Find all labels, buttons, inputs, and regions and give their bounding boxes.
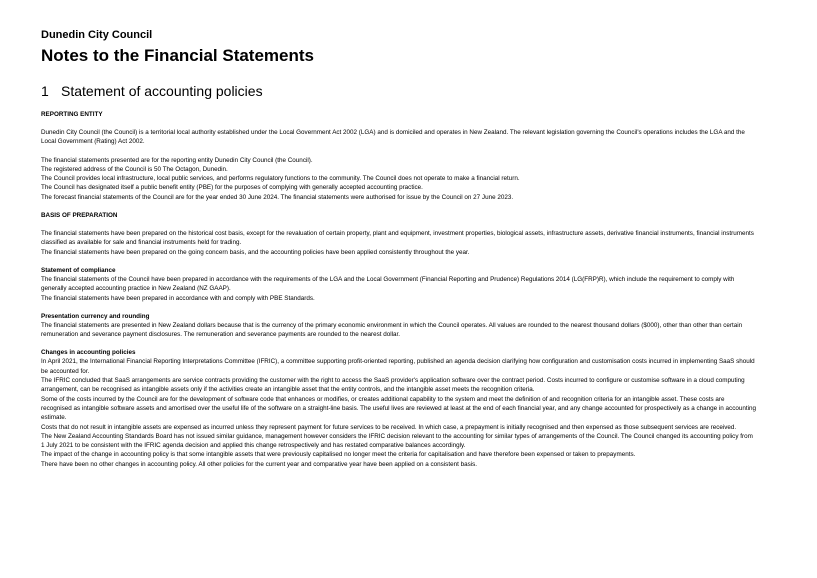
reporting-entity-line: The registered address of the Council is 50 The Octagon, Dunedin. — [41, 165, 228, 173]
compliance-paragraph: The financial statements of the Council have been prepared in accordance with the requirements of the LGA and the Local Government (Financial Reporting and Prudence) Regulations 2014 (LG(FRP)R), which include the requirement to comply with generally accepted accounting practice in New Zealand (NZ GAAP). — [41, 275, 735, 293]
compliance-paragraph: The financial statements have been prepared in accordance with and comply with PBE Standards. — [41, 294, 315, 302]
changes-paragraph: There have been no other changes in accounting policy. All other policies for the current year and comparative year have been applied on a consistent basis. — [41, 460, 478, 468]
changes-paragraph: The New Zealand Accounting Standards Board has not issued similar guidance, management however considers the IFRIC decision relevant to the accounting for similar types of arrangements of the Council. The Council changed its accounting policy from 1 July 2021 to be consistent with the IFRIC agenda decision and applied this change retrospectively and has restated comparative balances accordingly. — [41, 432, 753, 450]
section-title: Statement of accounting policies — [61, 83, 263, 99]
document-title: Notes to the Financial Statements — [41, 46, 314, 65]
compliance-heading: Statement of compliance — [41, 266, 116, 274]
basis-paragraph: The financial statements have been prepared on the going concern basis, and the accounting policies have been applied consistently throughout the year. — [41, 248, 470, 256]
reporting-entity-line: The financial statements presented are for the reporting entity Dunedin City Council (the Council). — [41, 156, 313, 164]
reporting-entity-line: The Council has designated itself a public benefit entity (PBE) for the purposes of complying with generally accepted accounting practice. — [41, 184, 423, 192]
changes-paragraph: Some of the costs incurred by the Council are for the development of software code that enhances or modifies, or creates additional capability to the system and meet the definition of and recognition criteria for an intangible asset. These costs are recognised as intangible software assets and amortised over the useful life of the software on a straight-line basis. The useful lives are reviewed at least at the end of each financial year, and any change accounted for prospectively as a change in accounting estimate. — [41, 395, 757, 422]
currency-heading: Presentation currency and rounding — [41, 312, 150, 320]
organisation-name: Dunedin City Council — [41, 29, 153, 41]
changes-heading: Changes in accounting policies — [41, 349, 136, 357]
changes-paragraph: Costs that do not result in intangible assets are expensed as incurred unless they represent payment for future services to be received. In which case, a prepayment is initially recognised and then expensed as those subsequent services are received. — [41, 423, 737, 431]
reporting-entity-heading: REPORTING ENTITY — [41, 111, 103, 118]
currency-paragraph: The financial statements are presented in New Zealand dollars because that is the currency of the primary economic environment in which the Council operates. All values are rounded to the nearest thousand dollars ($000), other than other than certain remuneration and severance payment disclosures. The remuneration and severance payments are rounded to the nearest dollar. — [41, 321, 743, 339]
reporting-entity-line: The forecast financial statements of the Council are for the year ended 30 June 2024. The financial statements were authorised for issue by the Council on 27 June 2023. — [41, 193, 514, 201]
reporting-entity-paragraph: Dunedin City Council (the Council) is a territorial local authority established under the Local Government Act 2002 (LGA) and is domiciled and operates in New Zealand. The relevant legislation governing the Council's operations includes the LGA and the Local Government (Rating) Act 2002. — [41, 129, 745, 146]
changes-paragraph: The impact of the change in accounting policy is that some intangible assets that were previously capitalised no longer meet the criteria for capitalisation and have therefore been expensed or taken to prepayments. — [41, 451, 636, 459]
basis-heading: BASIS OF PREPARATION — [41, 212, 118, 220]
changes-paragraph: In April 2021, the International Financial Reporting Interpretations Committee (IFRIC), a committee supporting profit-oriented reporting, published an agenda decision clarifying how configuration and customisation costs incurred in implementing SaaS should be accounted for. — [41, 358, 755, 375]
basis-paragraph: The financial statements have been prepared on the historical cost basis, except for the revaluation of certain property, plant and equipment, investment properties, biological assets, infrastructure assets, derivative financial instruments, financial instruments classified as available for sale and financial instruments held for trading. — [41, 230, 754, 247]
section-number: 1 — [41, 83, 49, 99]
changes-paragraph: The IFRIC concluded that SaaS arrangements are service contracts providing the customer with the right to access the SaaS provider's application software over the contract period. Costs incurred to configure or customise software in a cloud computing arrangement, can be recognised as intangible assets only if the activities create an intangible asset that the entity controls, and the intangible asset meets the recognition criteria. — [41, 377, 745, 394]
reporting-entity-line: The Council provides local infrastructure, local public services, and performs regulatory functions to the community. The Council does not operate to make a financial return. — [41, 175, 520, 183]
section-heading — [41, 82, 757, 100]
